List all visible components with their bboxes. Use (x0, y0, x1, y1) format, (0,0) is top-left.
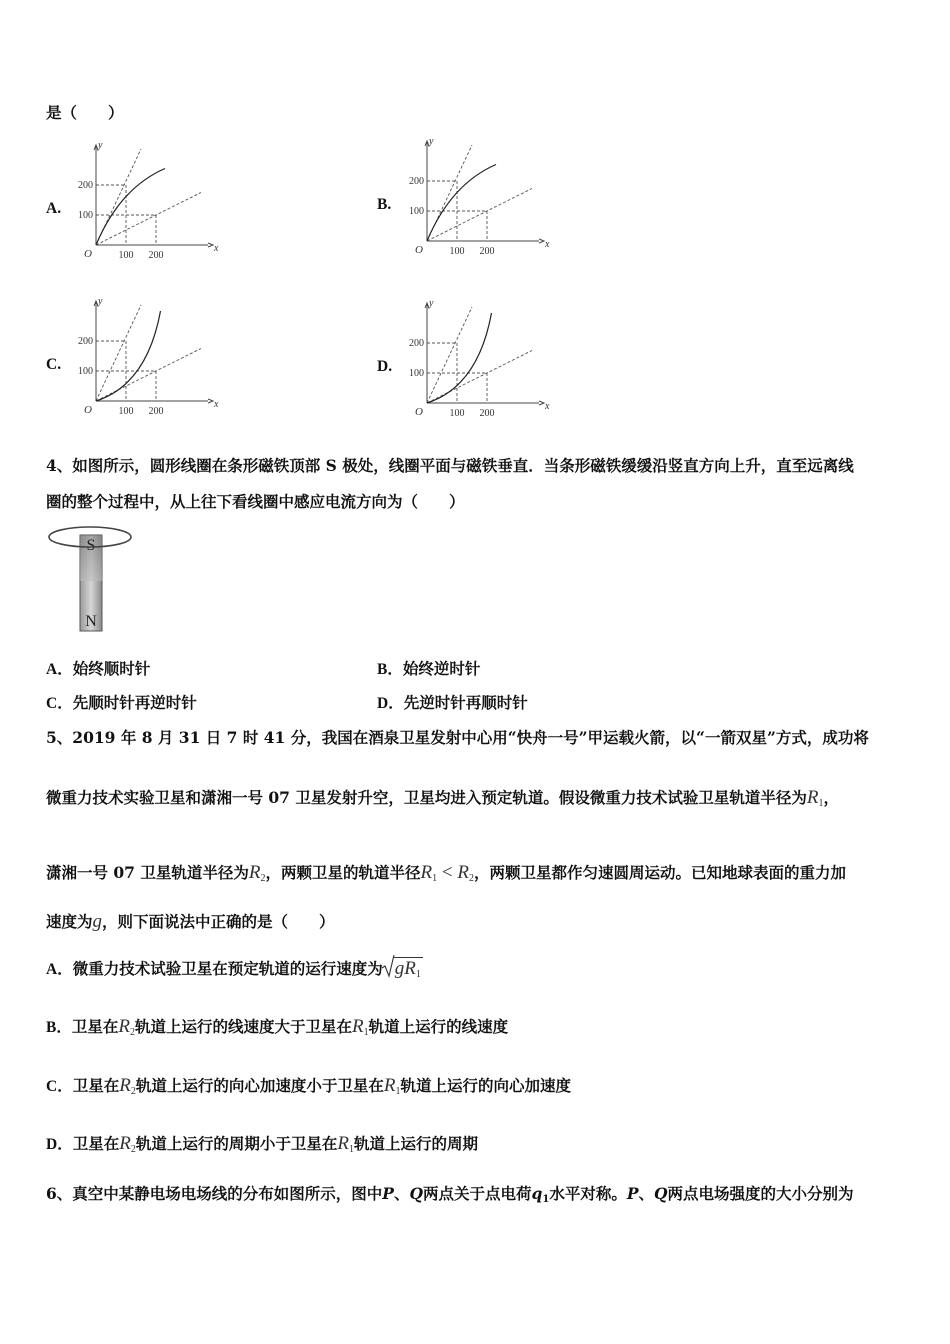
symbol-r2: R2 (118, 1016, 135, 1038)
question-6-line-1 (46, 1182, 854, 1205)
y-axis-label: y (429, 136, 434, 147)
shallow-reference-line (96, 193, 201, 246)
x-axis-label: x (545, 239, 550, 250)
y-axis-label: y (98, 140, 103, 151)
symbol-r2: R2 (119, 1133, 136, 1155)
x-axis-label: x (545, 401, 550, 412)
x-tick-label: 200 (148, 250, 164, 261)
graph-option-c (78, 294, 219, 419)
option-d-text-1: 卫星在 (72, 1134, 120, 1153)
question-5-line-2-text: 微重力技术实验卫星和潇湘一号 07 卫星发射升空，卫星均进入预定轨道。假设微重力技术试验卫星轨道半径为 (46, 788, 807, 807)
y-tick-label: 200 (78, 336, 93, 347)
x-axis-arrow (208, 399, 213, 403)
graph-option-d (409, 296, 550, 421)
point-p: P (382, 1184, 394, 1203)
option-a-label: A． (46, 961, 73, 978)
question-4-option-a (46, 657, 150, 679)
x-tick-label: 100 (449, 246, 465, 257)
question-6-text-4: 两点电场强度的大小分别为 (667, 1184, 854, 1203)
y-axis-label: y (429, 298, 434, 309)
y-tick-label: 100 (409, 368, 424, 379)
graph-curve (427, 313, 492, 403)
graph-option-label: D. (377, 358, 393, 375)
y-tick-label: 200 (78, 180, 93, 191)
question-4-line-2: 圈的整个过程中，从上往下看线圈中感应电流方向为（ ） (46, 492, 465, 511)
option-b-text-2: 轨道上运行的线速度大于卫星在 (134, 1017, 352, 1036)
option-a-label: A． (46, 661, 73, 678)
option-c-text: 先顺时针再逆时针 (72, 693, 197, 712)
y-tick-label: 100 (78, 366, 93, 377)
graph-curve (427, 165, 496, 242)
question-5-line-1: 5、2019 年 8 月 31 日 7 时 41 分，我国在酒泉卫星发射中心用“快舟一号”甲运载火箭，以“一箭双星”方式，成功将 (46, 728, 869, 747)
x-tick-label: 200 (479, 408, 495, 419)
charge-q1-subscript: 1 (542, 1194, 550, 1205)
option-b-label: B． (377, 661, 403, 678)
question-5-line-2 (46, 786, 839, 809)
charge-q1: q (531, 1184, 543, 1203)
option-a-text: 微重力技术试验卫星在预定轨道的运行速度为 (72, 959, 383, 978)
option-b-text-3: 轨道上运行的线速度 (368, 1017, 509, 1036)
question-4-line-1: 4、如图所示，圆形线圈在条形磁铁顶部 S 极处，线圈平面与磁铁垂直．当条形磁铁缓缓沿竖直方向上升，直至远离线 (46, 456, 854, 475)
option-b-label: B． (46, 1019, 72, 1036)
shallow-reference-line (427, 189, 532, 242)
graph-option-a (78, 138, 219, 263)
steep-reference-line (427, 307, 472, 403)
question-5-line-3-a: 潇湘一号 07 卫星轨道半径为 (46, 863, 249, 882)
option-c-text-2: 轨道上运行的向心加速度小于卫星在 (135, 1076, 384, 1095)
question-4-option-d (377, 691, 528, 713)
shallow-reference-line (427, 351, 532, 404)
x-tick-label: 100 (449, 408, 465, 419)
radical-sign (381, 954, 395, 980)
graph-curve (96, 311, 161, 401)
question-5-line-2-end: ， (823, 788, 839, 807)
symbol-r1: R1 (383, 1075, 401, 1097)
question-5-line-4-a: 速度为 (46, 912, 93, 931)
symbol-r1: R1 (351, 1016, 369, 1038)
question-5-line-4 (46, 910, 335, 933)
sqrt-g-r1: gR1 (383, 958, 423, 980)
question-5-option-a (46, 957, 423, 980)
magnet-n-label: N (85, 613, 97, 630)
question-5-option-d (46, 1132, 478, 1155)
graph-option-label: C. (46, 356, 62, 373)
question-5-option-b (46, 1015, 508, 1038)
x-axis-arrow (539, 401, 544, 405)
inequality-r1-lt-r2: R1 < R2 (420, 862, 474, 884)
x-axis-label: x (214, 399, 219, 410)
graph-option-label: A. (46, 200, 62, 217)
x-tick-label: 100 (118, 250, 134, 261)
option-c-text-3: 轨道上运行的向心加速度 (400, 1076, 571, 1095)
origin-label: O (84, 248, 92, 260)
point-q: Q (654, 1184, 668, 1203)
question-3-tail: 是（ ） (46, 103, 124, 122)
origin-label: O (84, 404, 92, 416)
y-tick-label: 200 (409, 176, 424, 187)
graph-option-label: B. (377, 196, 392, 213)
option-d-label: D． (377, 695, 404, 712)
point-q: Q (409, 1184, 423, 1203)
origin-label: O (415, 406, 423, 418)
option-c-label: C． (46, 695, 73, 712)
origin-label: O (415, 244, 423, 256)
separator: 、 (638, 1184, 654, 1203)
y-tick-label: 100 (409, 206, 424, 217)
graph-curve (96, 169, 165, 246)
option-b-text-1: 卫星在 (71, 1017, 119, 1036)
shallow-reference-line (96, 349, 201, 402)
graph-option-b (409, 134, 550, 259)
x-tick-label: 200 (148, 406, 164, 417)
question-5-line-3-c: ，两颗卫星都作匀速圆周运动。已知地球表面的重力加 (473, 863, 846, 882)
question-6-text-2: 两点关于点电荷 (422, 1184, 532, 1203)
point-p: P (626, 1184, 639, 1203)
x-axis-arrow (539, 239, 544, 243)
option-a-text: 始终顺时针 (72, 659, 151, 678)
symbol-r2: R2 (248, 862, 266, 884)
symbol-r1: R1 (337, 1133, 354, 1155)
x-axis-label: x (214, 243, 219, 254)
option-d-text-3: 轨道上运行的周期 (353, 1134, 478, 1153)
question-4-option-c (46, 691, 197, 713)
question-6-text-3: 水平对称。 (549, 1184, 627, 1203)
x-tick-label: 200 (479, 246, 495, 257)
symbol-r2: R2 (119, 1075, 136, 1097)
question-5-line-3 (46, 861, 846, 884)
option-d-label: D． (46, 1136, 73, 1153)
y-tick-label: 100 (78, 210, 93, 221)
x-axis-arrow (208, 243, 213, 247)
question-5-option-c (46, 1074, 571, 1097)
question-5-line-3-b: ，两颗卫星的轨道半径 (265, 863, 421, 882)
symbol-g: g (92, 911, 103, 932)
separator: 、 (393, 1184, 410, 1203)
magnet-coil-figure (44, 522, 136, 634)
magnet-s-label: S (86, 537, 96, 554)
question-4-option-b (377, 657, 480, 679)
option-d-text: 先逆时针再顺时针 (403, 693, 528, 712)
question-6-text-1: 6、真空中某静电场电场线的分布如图所示，图中 (46, 1184, 383, 1203)
symbol-r1: R1 (806, 787, 824, 809)
option-c-label: C． (46, 1078, 73, 1095)
x-tick-label: 100 (118, 406, 134, 417)
option-b-text: 始终逆时针 (402, 659, 481, 678)
steep-reference-line (96, 305, 141, 401)
question-5-line-4-b: ，则下面说法中正确的是（ ） (102, 912, 335, 931)
option-c-text-1: 卫星在 (72, 1076, 120, 1095)
y-tick-label: 200 (409, 338, 424, 349)
y-axis-label: y (98, 296, 103, 307)
option-d-text-2: 轨道上运行的周期小于卫星在 (135, 1134, 338, 1153)
